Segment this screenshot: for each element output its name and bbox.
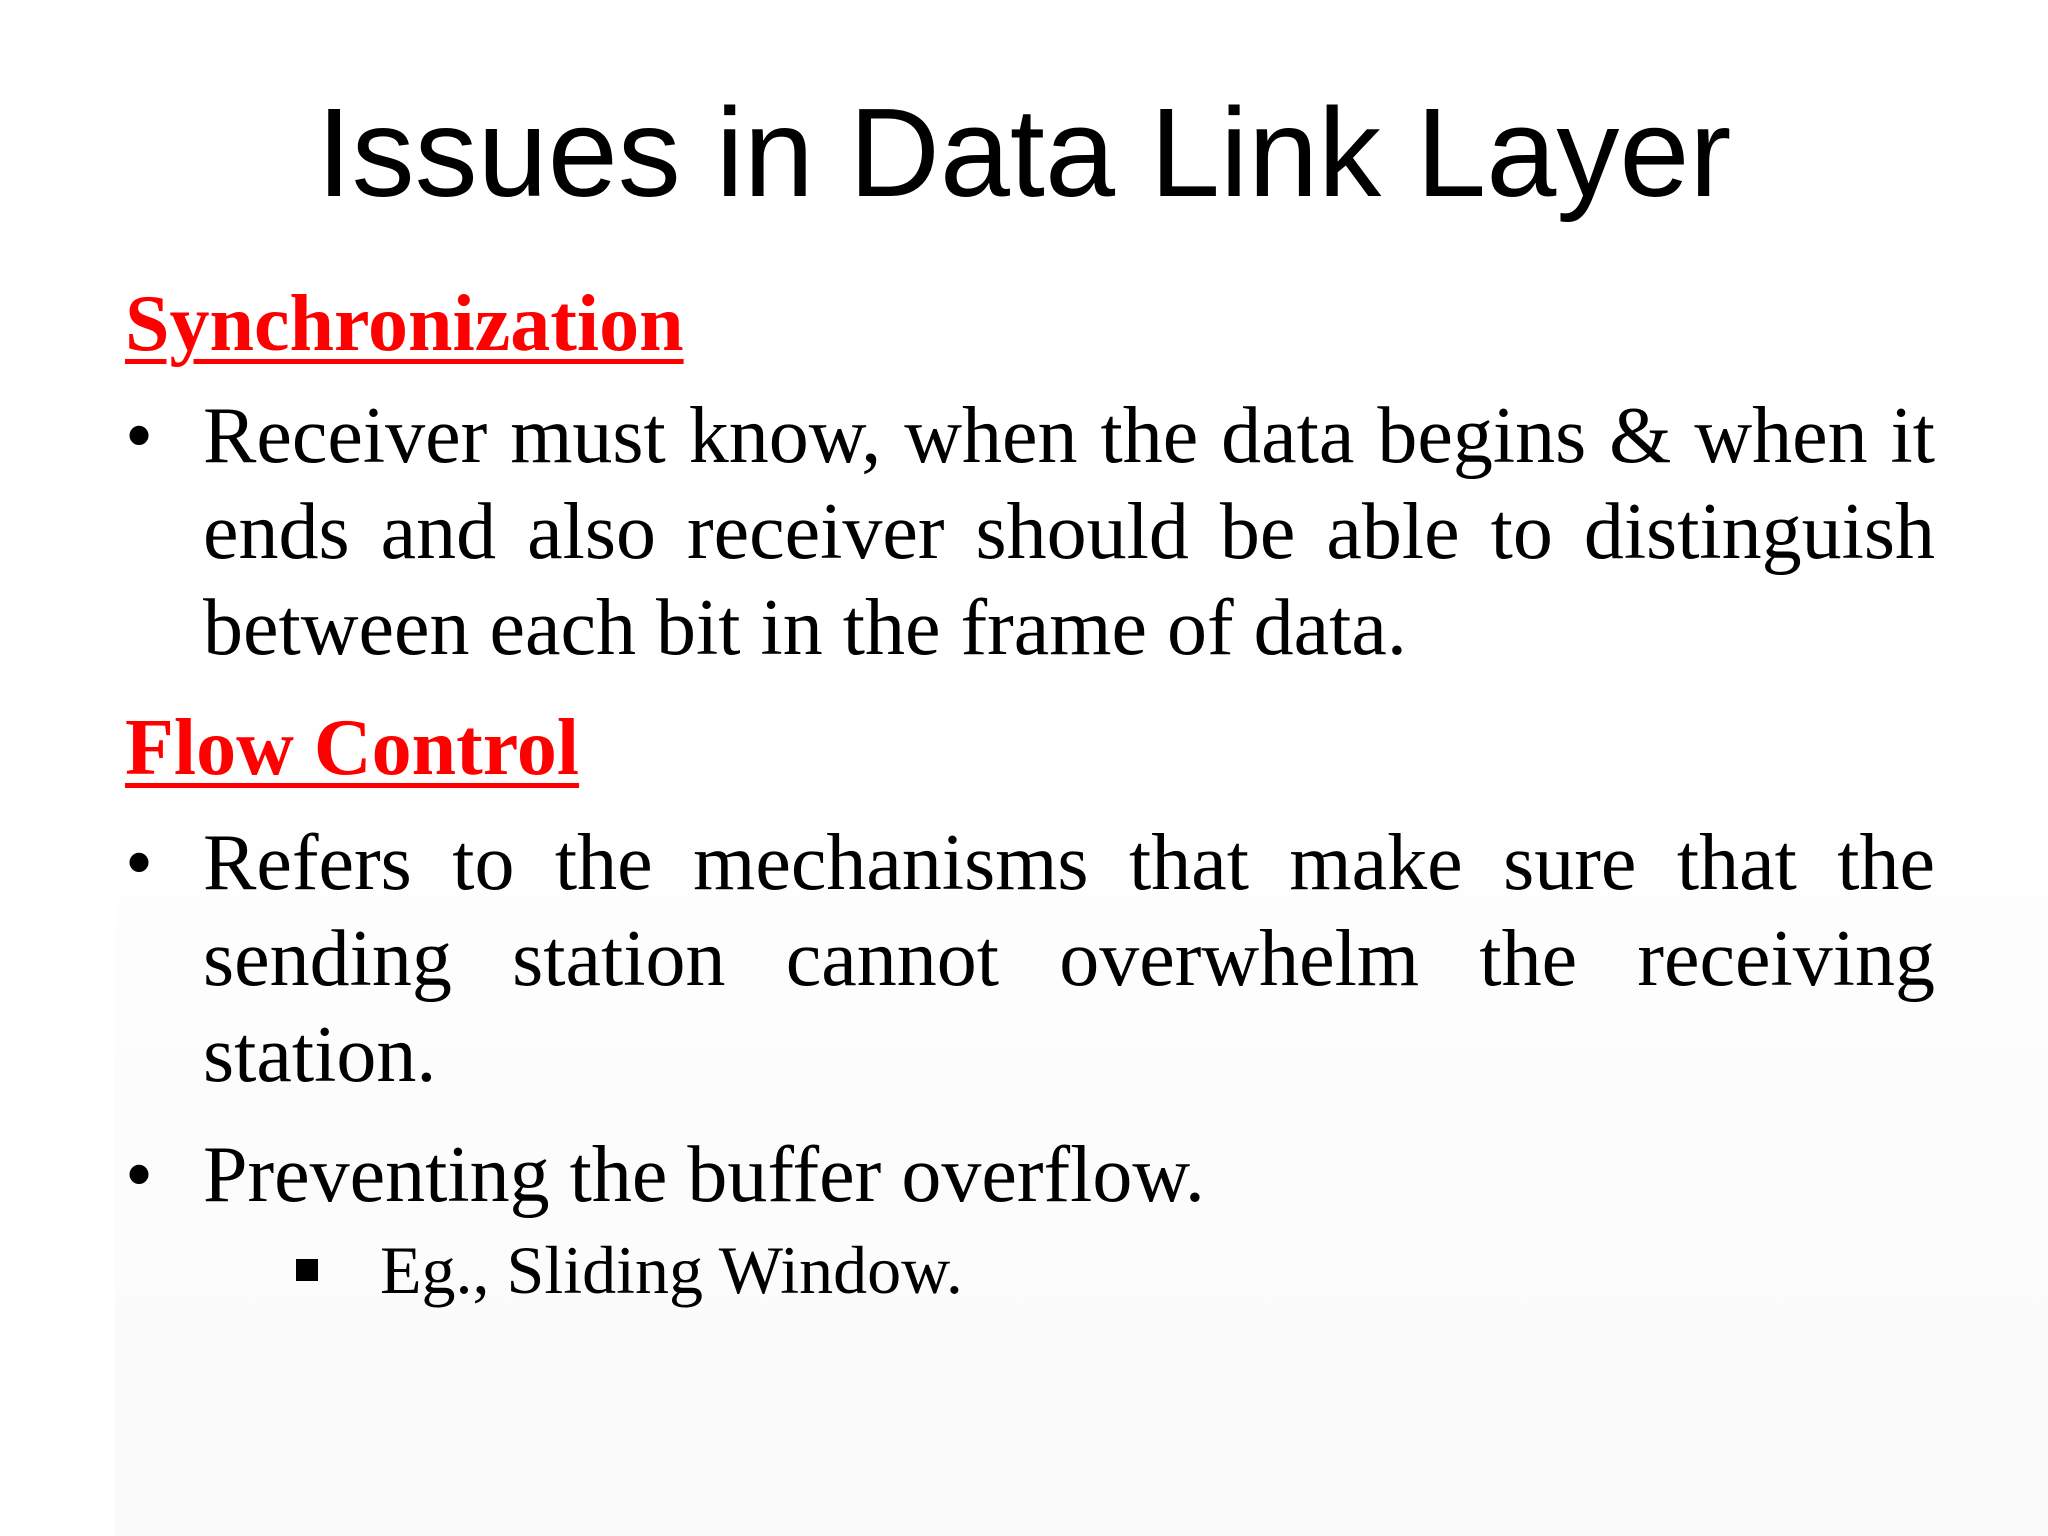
bullet-icon: • xyxy=(125,819,154,907)
sub-list-item xyxy=(296,1228,1580,1312)
flow-control-bullet-list xyxy=(125,815,1935,1223)
square-bullet-icon xyxy=(296,1259,318,1281)
bullet-text: Refers to the mechanisms that make sure that the sending station cannot overwhelm the receiving station. xyxy=(203,819,1935,1099)
list-item xyxy=(125,388,1935,676)
section-heading-flow-control: Flow Control xyxy=(125,704,580,792)
sub-bullet-text: Eg., Sliding Window. xyxy=(380,1232,963,1308)
synchronization-bullet-list xyxy=(125,388,1935,676)
list-item xyxy=(125,815,1935,1103)
bullet-icon: • xyxy=(125,392,154,480)
list-item xyxy=(125,1127,1935,1223)
slide-title: Issues in Data Link Layer xyxy=(316,82,1732,223)
bullet-text: Receiver must know, when the data begins & when it ends and also receiver should be able to distinguish between each bit in the frame of data. xyxy=(203,392,1935,672)
section-heading-synchronization: Synchronization xyxy=(125,280,684,368)
bullet-icon: • xyxy=(125,1131,154,1219)
bullet-text: Preventing the buffer overflow. xyxy=(203,1131,1205,1219)
